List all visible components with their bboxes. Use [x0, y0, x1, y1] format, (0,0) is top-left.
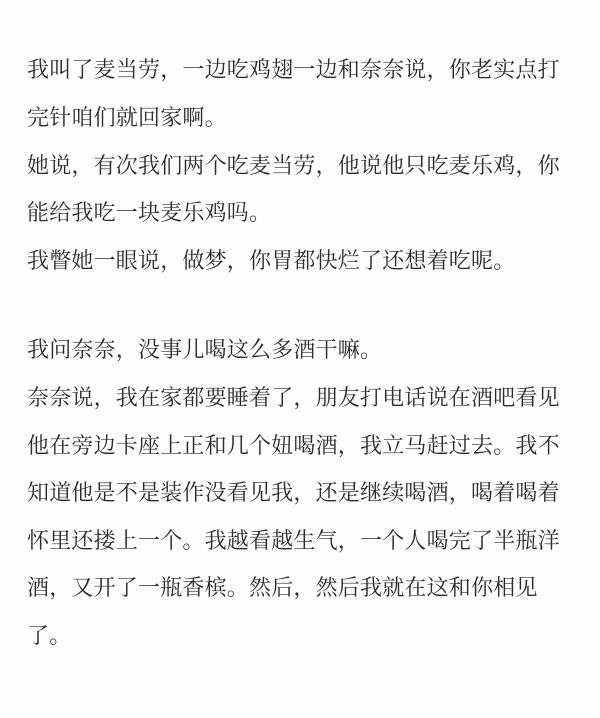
text-line-6: 我问奈奈，没事儿喝这么多酒干嘛。 — [27, 338, 383, 363]
text-line-10: 怀里还搂上一个。我越看越生气，一个人喝完了半瓶洋 — [27, 529, 560, 554]
text-line-12: 了。 — [27, 624, 72, 649]
text-line-4: 能给我吃一块麦乐鸡吗。 — [27, 201, 272, 226]
text-line-1: 我叫了麦当劳，一边吃鸡翅一边和奈奈说，你老实点打 — [27, 58, 560, 83]
text-line-5: 我瞥她一眼说，做梦，你胃都快烂了还想着吃呢。 — [27, 249, 516, 274]
text-line-11: 酒，又开了一瓶香槟。然后，然后我就在这和你相见 — [27, 576, 538, 601]
text-line-3: 她说，有次我们两个吃麦当劳，他说他只吃麦乐鸡，你 — [27, 154, 560, 179]
text-line-2: 完针咱们就回家啊。 — [27, 106, 227, 131]
text-line-7: 奈奈说，我在家都要睡着了，朋友打电话说在酒吧看见 — [27, 386, 560, 411]
text-line-9: 知道他是不是装作没看见我，还是继续喝酒，喝着喝着 — [27, 481, 560, 506]
text-line-8: 他在旁边卡座上正和几个妞喝酒，我立马赶过去。我不 — [27, 434, 560, 459]
